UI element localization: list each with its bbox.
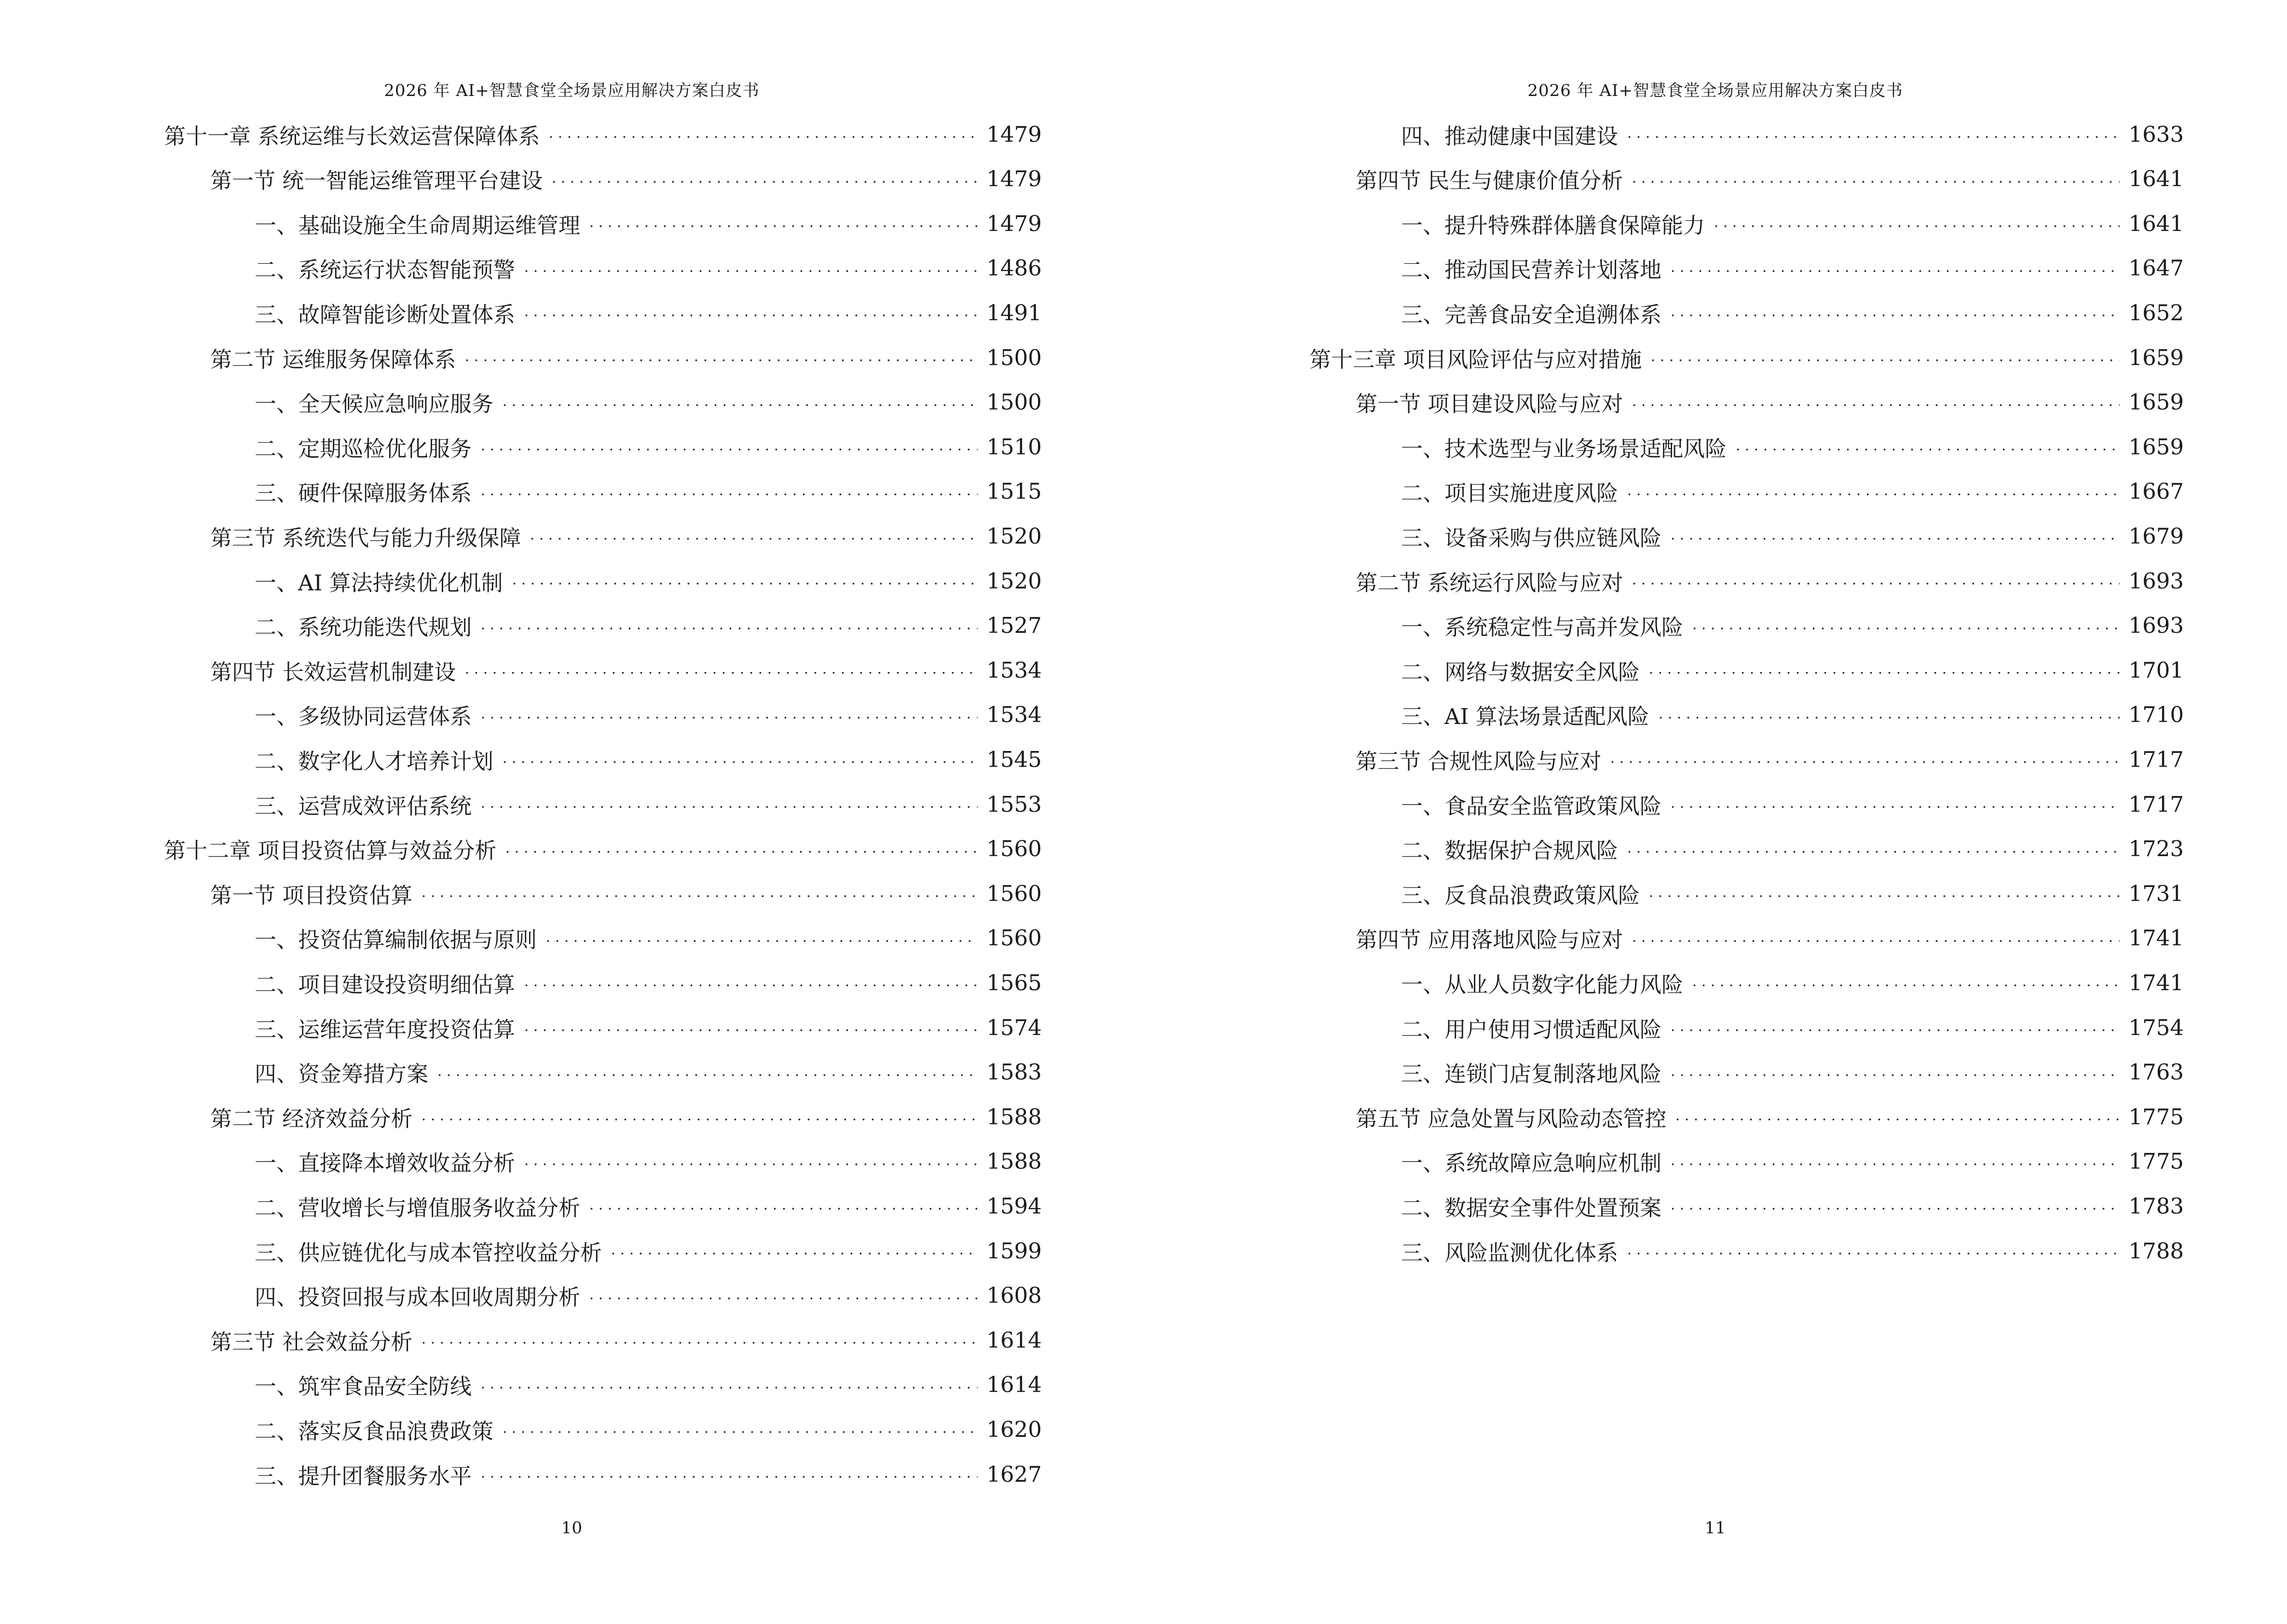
toc-entry-page: 1701	[2128, 657, 2184, 683]
toc-entry-title: 第二节 经济效益分析	[210, 1105, 413, 1132]
dot-leader	[1668, 1029, 2120, 1031]
dot-leader	[1668, 1208, 2120, 1210]
page-number: 10	[561, 1518, 583, 1538]
toc-entry-page: 1545	[986, 746, 1042, 772]
running-header: 2026 年 AI+智慧食堂全场景应用解决方案白皮书	[1527, 81, 1903, 100]
toc-entry	[1401, 1008, 2184, 1047]
toc-entry-page: 1527	[986, 613, 1042, 639]
dot-leader	[463, 672, 978, 674]
toc-entry	[1356, 561, 2184, 600]
toc-entry-page: 1693	[2128, 568, 2184, 594]
toc-entry-title: 四、投资回报与成本回收周期分析	[255, 1284, 581, 1310]
toc-entry-page: 1583	[986, 1059, 1042, 1085]
dot-leader	[1690, 628, 2120, 629]
toc-entry-title: 二、系统运行状态智能预警	[255, 257, 516, 283]
toc-entry-page: 1667	[2128, 478, 2184, 505]
toc-entry	[1401, 427, 2184, 466]
dot-leader	[522, 984, 978, 986]
toc-entry	[1401, 830, 2184, 868]
toc-entry	[1356, 740, 2184, 778]
dot-leader	[1673, 1119, 2120, 1120]
dot-leader	[544, 940, 978, 942]
toc-entry-title: 第十三章 项目风险评估与应对措施	[1309, 346, 1642, 372]
toc-entry-page: 1641	[2128, 210, 2184, 236]
toc-entry-page: 1659	[2128, 389, 2184, 415]
dot-leader	[1668, 806, 2120, 808]
toc-entry-page: 1723	[2128, 836, 2184, 862]
toc-entry	[1401, 874, 2184, 913]
toc-entry-page: 1783	[2128, 1193, 2184, 1219]
toc-entry-title: 二、推动国民营养计划落地	[1401, 257, 1662, 283]
toc-entry-page: 1486	[986, 255, 1042, 281]
toc-entry	[1356, 383, 2184, 422]
toc-entry-title: 二、数据保护合规风险	[1401, 838, 1619, 864]
toc-entry-page: 1717	[2128, 791, 2184, 817]
toc-entry	[255, 561, 1042, 600]
dot-leader	[478, 493, 978, 495]
toc-entry	[1401, 963, 2184, 1002]
toc-entry	[1401, 785, 2184, 823]
dot-leader	[1647, 672, 2120, 674]
toc-entry-page: 1510	[986, 434, 1042, 460]
toc-entry	[255, 383, 1042, 422]
toc-entry	[210, 1097, 1042, 1136]
toc-entry-title: 第三节 合规性风险与应对	[1356, 748, 1602, 774]
toc-entry-page: 1775	[2128, 1104, 2184, 1130]
toc-entry-page: 1659	[2128, 344, 2184, 370]
toc-entry-title: 第十一章 系统运维与长效运营保障体系	[164, 123, 540, 149]
dot-leader	[500, 761, 978, 763]
toc-entry-title: 三、风险监测优化体系	[1401, 1240, 1619, 1266]
toc-entry	[210, 874, 1042, 913]
dot-leader	[1668, 538, 2120, 540]
dot-leader	[587, 1297, 978, 1299]
dot-leader	[1668, 1163, 2120, 1165]
toc-entry	[1401, 1231, 2184, 1270]
toc-entry	[1401, 115, 2184, 153]
toc-entry-page: 1491	[986, 300, 1042, 326]
dot-leader	[522, 1029, 978, 1031]
toc-entry-title: 二、数字化人才培养计划	[255, 748, 494, 774]
toc-entry	[210, 517, 1042, 555]
dot-leader	[1712, 225, 2120, 227]
toc-entry-title: 三、供应链优化与成本管控收益分析	[255, 1240, 602, 1266]
toc-entry-title: 第三节 社会效益分析	[210, 1329, 413, 1355]
toc-entry-page: 1534	[986, 702, 1042, 728]
dot-leader	[1625, 493, 2120, 495]
toc-entry-title: 一、全天候应急响应服务	[255, 391, 494, 417]
dot-leader	[1668, 314, 2120, 316]
toc-entry-page: 1741	[2128, 925, 2184, 951]
toc-entry-title: 四、资金筹措方案	[255, 1061, 429, 1087]
toc-entry-page: 1560	[986, 925, 1042, 951]
dot-leader	[419, 1342, 978, 1344]
dot-leader	[528, 538, 978, 540]
toc-entry-title: 二、定期巡检优化服务	[255, 436, 472, 462]
dot-leader	[1625, 136, 2120, 138]
toc-entry-page: 1574	[986, 1014, 1042, 1040]
toc-entry-page: 1534	[986, 657, 1042, 683]
toc-entry-page: 1479	[986, 121, 1042, 147]
toc-entry-page: 1641	[2128, 166, 2184, 192]
dot-leader	[1647, 895, 2120, 897]
toc-entry	[1401, 293, 2184, 332]
dot-leader	[510, 583, 978, 585]
toc-entry-page: 1679	[2128, 523, 2184, 549]
toc-entry-page: 1608	[986, 1283, 1042, 1309]
dot-leader	[587, 1208, 978, 1210]
dot-leader	[1630, 404, 2120, 406]
toc-entry-page: 1710	[2128, 702, 2184, 728]
toc-entry	[255, 740, 1042, 778]
toc-entry-title: 三、完善食品安全追溯体系	[1401, 301, 1662, 328]
toc-entry-title: 一、投资估算编制依据与原则	[255, 927, 537, 953]
dot-leader	[1630, 583, 2120, 585]
toc-entry	[255, 427, 1042, 466]
toc-entry-title: 三、运维运营年度投资估算	[255, 1016, 516, 1042]
toc-entry-title: 第一节 项目建设风险与应对	[1356, 391, 1623, 417]
toc-entry-title: 一、直接降本增效收益分析	[255, 1150, 516, 1176]
toc-entry-page: 1633	[2128, 121, 2184, 147]
dot-leader	[609, 1253, 978, 1255]
toc-entry	[255, 204, 1042, 243]
toc-entry	[255, 1142, 1042, 1181]
toc-entry	[210, 338, 1042, 377]
toc-entry-title: 一、技术选型与业务场景适配风险	[1401, 436, 1727, 462]
toc-entry-page: 1500	[986, 344, 1042, 370]
toc-entry-title: 三、AI 算法场景适配风险	[1401, 704, 1649, 730]
dot-leader	[1656, 717, 2120, 719]
toc-entry-page: 1500	[986, 389, 1042, 415]
toc-entry	[255, 919, 1042, 957]
toc-entry-title: 三、硬件保障服务体系	[255, 480, 472, 506]
dot-leader	[587, 225, 978, 227]
toc-entry-title: 第十二章 项目投资估算与效益分析	[164, 838, 497, 864]
toc-entry	[164, 115, 1042, 153]
toc-entry	[210, 1321, 1042, 1359]
toc-entry	[255, 249, 1042, 287]
toc-entry-page: 1599	[986, 1238, 1042, 1264]
toc-entry-page: 1647	[2128, 255, 2184, 281]
toc-entry-title: 一、多级协同运营体系	[255, 704, 472, 730]
dot-leader	[1733, 449, 2120, 450]
dot-leader	[419, 895, 978, 897]
toc-entry-page: 1788	[2128, 1238, 2184, 1264]
dot-leader	[435, 1074, 978, 1076]
toc-entry-page: 1479	[986, 166, 1042, 192]
toc-entry-title: 第二节 运维服务保障体系	[210, 346, 456, 372]
page-number: 11	[1704, 1518, 1726, 1538]
toc-entry-title: 二、数据安全事件处置预案	[1401, 1195, 1662, 1221]
toc-entry	[1401, 1053, 2184, 1092]
toc-entry-page: 1693	[2128, 613, 2184, 639]
toc-entry	[255, 1365, 1042, 1404]
toc-entry-page: 1741	[2128, 969, 2184, 996]
dot-leader	[500, 1431, 978, 1433]
toc-entry-title: 一、基础设施全生命周期运维管理	[255, 212, 581, 238]
toc-entry-page: 1565	[986, 969, 1042, 996]
toc-entry	[1309, 338, 2184, 377]
dot-leader	[1668, 1074, 2120, 1076]
dot-leader	[463, 359, 978, 361]
toc-entry	[255, 963, 1042, 1002]
toc-entry	[255, 293, 1042, 332]
dot-leader	[546, 136, 978, 138]
toc-entry	[1401, 606, 2184, 645]
toc-entry-title: 一、AI 算法持续优化机制	[255, 570, 503, 596]
toc-entry	[1401, 249, 2184, 287]
toc-entry-page: 1560	[986, 880, 1042, 906]
toc-entry	[1401, 472, 2184, 511]
dot-leader	[478, 628, 978, 629]
toc-entry-title: 第五节 应急处置与风险动态管控	[1356, 1105, 1667, 1132]
toc-entry-title: 三、反食品浪费政策风险	[1401, 882, 1640, 908]
toc-entry-title: 二、网络与数据安全风险	[1401, 659, 1640, 685]
toc-entry-title: 三、提升团餐服务水平	[255, 1463, 472, 1489]
toc-entry	[1401, 651, 2184, 689]
toc-entry-page: 1553	[986, 791, 1042, 817]
dot-leader	[500, 404, 978, 406]
running-header: 2026 年 AI+智慧食堂全场景应用解决方案白皮书	[384, 81, 760, 100]
toc-entry-title: 第四节 长效运营机制建设	[210, 659, 456, 685]
toc-entry-page: 1560	[986, 836, 1042, 862]
toc-entry-page: 1731	[2128, 880, 2184, 906]
dot-leader	[478, 1387, 978, 1389]
dot-leader	[1625, 1253, 2120, 1255]
toc-entry-title: 一、系统故障应急响应机制	[1401, 1150, 1662, 1176]
toc-entry-page: 1614	[986, 1327, 1042, 1353]
toc-entry-title: 第四节 民生与健康价值分析	[1356, 168, 1623, 194]
toc-entry	[255, 785, 1042, 823]
toc-entry	[1401, 204, 2184, 243]
toc-entry	[164, 830, 1042, 868]
dot-leader	[1608, 761, 2120, 763]
toc-entry-page: 1520	[986, 568, 1042, 594]
toc-entry	[1356, 1097, 2184, 1136]
dot-leader	[1648, 359, 2120, 361]
dot-leader	[1690, 984, 2120, 986]
toc-entry-title: 二、落实反食品浪费政策	[255, 1418, 494, 1444]
toc-entry-title: 第一节 统一智能运维管理平台建设	[210, 168, 543, 194]
toc-entry-page: 1652	[2128, 300, 2184, 326]
toc-entry	[255, 1053, 1042, 1092]
toc-entry-title: 一、系统稳定性与高并发风险	[1401, 614, 1684, 641]
dot-leader	[549, 181, 978, 183]
toc-entry	[1401, 1142, 2184, 1181]
dot-leader	[503, 851, 978, 853]
toc-entry-title: 二、营收增长与增值服务收益分析	[255, 1195, 581, 1221]
toc-entry-title: 第四节 应用落地风险与应对	[1356, 927, 1623, 953]
dot-leader	[1630, 181, 2120, 183]
toc-entry-page: 1588	[986, 1104, 1042, 1130]
toc-entry-page: 1717	[2128, 746, 2184, 772]
toc-entry-page: 1659	[2128, 434, 2184, 460]
toc-entry-title: 三、故障智能诊断处置体系	[255, 301, 516, 328]
toc-entry-title: 一、提升特殊群体膳食保障能力	[1401, 212, 1705, 238]
right-page	[1144, 0, 2287, 1624]
toc-entry-page: 1614	[986, 1372, 1042, 1398]
dot-leader	[522, 270, 978, 272]
toc-entry-page: 1775	[2128, 1148, 2184, 1174]
toc-entry	[255, 1008, 1042, 1047]
toc-entry-page: 1520	[986, 523, 1042, 549]
dot-leader	[1668, 270, 2120, 272]
toc-entry	[1401, 517, 2184, 555]
toc-entry-page: 1479	[986, 210, 1042, 236]
dot-leader	[522, 1163, 978, 1165]
toc-entry	[255, 1187, 1042, 1225]
toc-entry	[255, 1410, 1042, 1448]
dot-leader	[419, 1119, 978, 1120]
toc-entry-page: 1588	[986, 1148, 1042, 1174]
toc-entry	[255, 1231, 1042, 1270]
toc-entry-title: 二、项目实施进度风险	[1401, 480, 1619, 506]
dot-leader	[478, 1476, 978, 1478]
toc-entry	[255, 1276, 1042, 1315]
toc-entry-title: 二、系统功能迭代规划	[255, 614, 472, 641]
toc-entry-title: 二、用户使用习惯适配风险	[1401, 1016, 1662, 1042]
toc-entry	[1401, 696, 2184, 734]
dot-leader	[478, 806, 978, 808]
toc-entry-title: 二、项目建设投资明细估算	[255, 971, 516, 997]
toc-entry-page: 1627	[986, 1461, 1042, 1487]
toc-entry-title: 一、筑牢食品安全防线	[255, 1374, 472, 1400]
toc-entry-title: 三、连锁门店复制落地风险	[1401, 1061, 1662, 1087]
dot-leader	[478, 717, 978, 719]
dot-leader	[478, 449, 978, 450]
dot-leader	[1630, 940, 2120, 942]
toc-entry-title: 四、推动健康中国建设	[1401, 123, 1619, 149]
dot-leader	[522, 314, 978, 316]
toc-entry	[210, 651, 1042, 689]
toc-entry	[210, 160, 1042, 198]
toc-entry-page: 1763	[2128, 1059, 2184, 1085]
toc-entry	[255, 472, 1042, 511]
toc-entry-title: 三、运营成效评估系统	[255, 793, 472, 819]
dot-leader	[1625, 851, 2120, 853]
toc-entry	[255, 1455, 1042, 1493]
toc-entry-page: 1620	[986, 1416, 1042, 1442]
toc-entry	[255, 696, 1042, 734]
toc-entry	[1356, 919, 2184, 957]
toc-entry-title: 第二节 系统运行风险与应对	[1356, 570, 1623, 596]
toc-entry-title: 一、食品安全监管政策风险	[1401, 793, 1662, 819]
toc-entry-title: 一、从业人员数字化能力风险	[1401, 971, 1684, 997]
toc-entry-page: 1594	[986, 1193, 1042, 1219]
toc-entry-title: 三、设备采购与供应链风险	[1401, 525, 1662, 551]
toc-entry	[1356, 160, 2184, 198]
toc-entry	[255, 606, 1042, 645]
toc-entry	[1401, 1187, 2184, 1225]
toc-entry-title: 第一节 项目投资估算	[210, 882, 413, 908]
toc-entry-title: 第三节 系统迭代与能力升级保障	[210, 525, 521, 551]
toc-entry-page: 1515	[986, 478, 1042, 505]
toc-entry-page: 1754	[2128, 1014, 2184, 1040]
